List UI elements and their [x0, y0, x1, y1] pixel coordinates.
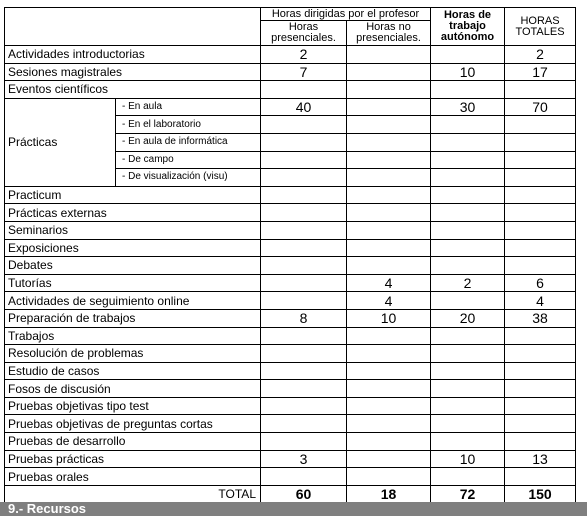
value-cell-nopres	[347, 397, 431, 415]
value-cell-nopres	[347, 98, 431, 116]
value-cell-nopres	[347, 221, 431, 239]
value-cell-total	[505, 151, 576, 169]
value-cell-auto	[431, 133, 505, 151]
total-value-auto: 72	[431, 485, 505, 503]
value-cell-auto	[431, 327, 505, 345]
value-cell-nopres	[347, 116, 431, 134]
value-cell-auto	[431, 468, 505, 486]
practicas-sub-label: - En el laboratorio	[116, 116, 261, 134]
activity-label: Pruebas de desarrollo	[5, 433, 261, 451]
activity-label: Estudio de casos	[5, 362, 261, 380]
value-cell-pres	[261, 133, 347, 151]
table-row	[5, 81, 576, 99]
table-row	[5, 345, 576, 363]
header-no-presenciales: Horas no presenciales.	[347, 21, 431, 46]
activity-label: Prácticas externas	[5, 204, 261, 222]
value-cell-pres	[261, 433, 347, 451]
value-cell-auto: 10	[431, 450, 505, 468]
value-cell-pres: 7	[261, 63, 347, 81]
value-cell-auto	[431, 46, 505, 64]
value-cell-nopres	[347, 362, 431, 380]
value-cell-nopres	[347, 239, 431, 257]
value-cell-total	[505, 133, 576, 151]
value-cell-auto: 20	[431, 309, 505, 327]
value-cell-nopres	[347, 257, 431, 275]
value-cell-auto	[431, 292, 505, 310]
value-cell-total	[505, 257, 576, 275]
value-cell-nopres	[347, 327, 431, 345]
table-row	[5, 46, 576, 64]
value-cell-auto: 2	[431, 274, 505, 292]
value-cell-pres	[261, 204, 347, 222]
value-cell-total	[505, 186, 576, 204]
table-row	[5, 257, 576, 275]
activity-label: Pruebas orales	[5, 468, 261, 486]
header-presenciales: Horas presenciales.	[261, 21, 347, 46]
table-row	[5, 221, 576, 239]
value-cell-nopres	[347, 169, 431, 187]
hours-table	[4, 7, 576, 504]
activity-label: Seminarios	[5, 221, 261, 239]
value-cell-total	[505, 169, 576, 187]
value-cell-auto	[431, 433, 505, 451]
value-cell-total	[505, 221, 576, 239]
table-row	[5, 415, 576, 433]
practicas-sub-label: - En aula	[116, 98, 261, 116]
value-cell-pres	[261, 239, 347, 257]
value-cell-total: 4	[505, 292, 576, 310]
activity-label: Actividades de seguimiento online	[5, 292, 261, 310]
value-cell-total	[505, 345, 576, 363]
header-totales: HORAS TOTALES	[505, 8, 576, 46]
value-cell-auto	[431, 81, 505, 99]
value-cell-nopres: 4	[347, 292, 431, 310]
activity-label: Debates	[5, 257, 261, 275]
value-cell-pres	[261, 221, 347, 239]
table-row	[5, 98, 576, 116]
value-cell-nopres	[347, 345, 431, 363]
value-cell-total	[505, 380, 576, 398]
header-empty-cell	[5, 8, 261, 46]
value-cell-pres	[261, 81, 347, 99]
table-row	[5, 309, 576, 327]
header-autonomo: Horas de trabajo autónomo	[431, 8, 505, 46]
total-value-total: 150	[505, 485, 576, 503]
activity-label: Trabajos	[5, 327, 261, 345]
value-cell-auto	[431, 257, 505, 275]
value-cell-total	[505, 327, 576, 345]
value-cell-total	[505, 204, 576, 222]
table-row	[5, 433, 576, 451]
value-cell-auto: 30	[431, 98, 505, 116]
practicas-sub-label: - De visualización (visu)	[116, 169, 261, 187]
value-cell-pres: 3	[261, 450, 347, 468]
value-cell-nopres	[347, 204, 431, 222]
value-cell-pres	[261, 274, 347, 292]
value-cell-auto	[431, 151, 505, 169]
value-cell-nopres	[347, 450, 431, 468]
activity-label: Exposiciones	[5, 239, 261, 257]
value-cell-auto	[431, 415, 505, 433]
total-label: TOTAL	[5, 485, 261, 503]
table-row	[5, 204, 576, 222]
value-cell-pres	[261, 186, 347, 204]
activity-label: Fosos de discusión	[5, 380, 261, 398]
value-cell-pres	[261, 345, 347, 363]
value-cell-total: 70	[505, 98, 576, 116]
value-cell-pres	[261, 397, 347, 415]
value-cell-auto	[431, 380, 505, 398]
activity-label: Pruebas prácticas	[5, 450, 261, 468]
value-cell-nopres: 10	[347, 309, 431, 327]
table-row	[5, 362, 576, 380]
value-cell-nopres	[347, 46, 431, 64]
value-cell-pres: 2	[261, 46, 347, 64]
value-cell-pres	[261, 169, 347, 187]
table-row	[5, 380, 576, 398]
activity-label: Pruebas objetivas de preguntas cortas	[5, 415, 261, 433]
practicas-label: Prácticas	[5, 98, 116, 186]
table-row	[5, 450, 576, 468]
value-cell-nopres	[347, 186, 431, 204]
header-group-label: Horas dirigidas por el profesor	[261, 8, 431, 21]
value-cell-pres	[261, 327, 347, 345]
total-value-pres: 60	[261, 485, 347, 503]
table-row	[5, 186, 576, 204]
value-cell-nopres	[347, 415, 431, 433]
value-cell-nopres	[347, 133, 431, 151]
value-cell-total	[505, 433, 576, 451]
header-row-1	[5, 8, 576, 21]
value-cell-pres	[261, 257, 347, 275]
table-row	[5, 292, 576, 310]
table-row	[5, 327, 576, 345]
activity-label: Pruebas objetivas tipo test	[5, 397, 261, 415]
value-cell-auto	[431, 239, 505, 257]
value-cell-pres: 8	[261, 309, 347, 327]
value-cell-nopres	[347, 433, 431, 451]
activity-label: Resolución de problemas	[5, 345, 261, 363]
value-cell-nopres	[347, 380, 431, 398]
value-cell-pres	[261, 468, 347, 486]
value-cell-total: 2	[505, 46, 576, 64]
value-cell-auto	[431, 362, 505, 380]
value-cell-pres: 40	[261, 98, 347, 116]
value-cell-total	[505, 362, 576, 380]
value-cell-total	[505, 468, 576, 486]
value-cell-total	[505, 415, 576, 433]
total-row	[5, 485, 576, 503]
activity-label: Sesiones magistrales	[5, 63, 261, 81]
value-cell-total: 17	[505, 63, 576, 81]
table-row	[5, 468, 576, 486]
value-cell-nopres	[347, 63, 431, 81]
value-cell-nopres	[347, 151, 431, 169]
value-cell-auto	[431, 204, 505, 222]
value-cell-auto	[431, 397, 505, 415]
value-cell-total: 13	[505, 450, 576, 468]
value-cell-nopres	[347, 81, 431, 99]
value-cell-total	[505, 81, 576, 99]
value-cell-pres	[261, 362, 347, 380]
practicas-sub-label: - En aula de informática	[116, 133, 261, 151]
table-row	[5, 274, 576, 292]
value-cell-auto	[431, 221, 505, 239]
value-cell-total	[505, 239, 576, 257]
activity-label: Tutorías	[5, 274, 261, 292]
value-cell-nopres: 4	[347, 274, 431, 292]
value-cell-pres	[261, 116, 347, 134]
activity-label: Actividades introductorias	[5, 46, 261, 64]
value-cell-total	[505, 116, 576, 134]
value-cell-auto	[431, 169, 505, 187]
value-cell-pres	[261, 151, 347, 169]
activity-label: Eventos científicos	[5, 81, 261, 99]
total-value-nopres: 18	[347, 485, 431, 503]
next-section-heading: 9.- Recursos	[0, 502, 587, 516]
value-cell-pres	[261, 292, 347, 310]
value-cell-auto: 10	[431, 63, 505, 81]
activity-label: Preparación de trabajos	[5, 309, 261, 327]
value-cell-auto	[431, 345, 505, 363]
value-cell-auto	[431, 116, 505, 134]
activity-label: Practicum	[5, 186, 261, 204]
table-row	[5, 63, 576, 81]
table-row	[5, 397, 576, 415]
value-cell-pres	[261, 380, 347, 398]
value-cell-total: 6	[505, 274, 576, 292]
value-cell-nopres	[347, 468, 431, 486]
value-cell-auto	[431, 186, 505, 204]
practicas-sub-label: - De campo	[116, 151, 261, 169]
value-cell-total: 38	[505, 309, 576, 327]
table-row	[5, 239, 576, 257]
value-cell-total	[505, 397, 576, 415]
value-cell-pres	[261, 415, 347, 433]
